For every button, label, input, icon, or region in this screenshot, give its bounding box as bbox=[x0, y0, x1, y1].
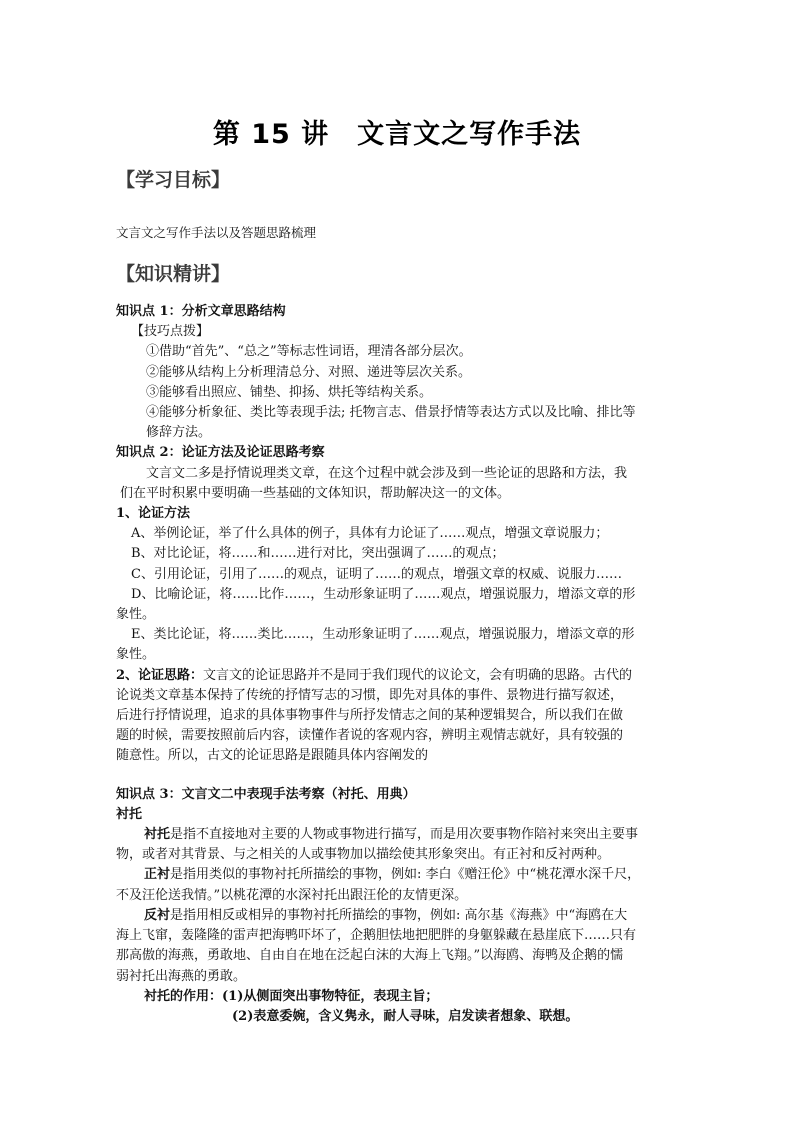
kp3-positive-label: 正衬 bbox=[144, 867, 171, 883]
kp2-method-item: D、比喻论证，将……比作……，生动形象证明了……观点，增强说服力，增添文章的形 bbox=[131, 586, 636, 602]
kp2-intro-line: 们在平时积累中要明确一些基础的文体知识，帮助解决这一的文体。 bbox=[120, 485, 511, 501]
kp3-subheading: 衬托 bbox=[116, 806, 143, 822]
kp1-heading: 知识点 1：分析文章思路结构 bbox=[116, 304, 286, 319]
kp3-def-label: 衬托 bbox=[144, 827, 171, 843]
kp3-negative-text: 是指用相反或相异的事物衬托所描绘的事物，例如: 高尔基《海燕》中“海鸥在大 bbox=[170, 907, 628, 923]
kp1-item: ③能够看出照应、铺垫、抑扬、烘托等结构关系。 bbox=[146, 384, 433, 400]
kp3-effect-item: (1)从侧面突出事物特征，表现主旨； bbox=[222, 988, 439, 1004]
kp2-heading: 知识点 2：论证方法及论证思路考察 bbox=[116, 445, 325, 461]
kp3-negative-text: 那高傲的海燕，勇敢地、自由自在地在泛起白沫的大海上飞翔。”以海鸥、海鸭及企鹅的懦 bbox=[116, 948, 624, 964]
goals-text: 文言文之写作手法以及答题思路梳理 bbox=[116, 225, 317, 240]
kp2-methods-title: 1、论证方法 bbox=[116, 506, 191, 522]
kp2-method-item: B、对比论证，将……和……进行对比，突出强调了……的观点； bbox=[131, 546, 505, 562]
kp3-effect-label: 衬托的作用： bbox=[144, 988, 223, 1004]
kp3-heading: 知识点 3：文言文二中表现手法考察（衬托、用典） bbox=[116, 786, 416, 802]
kp2-method-item: 象性。 bbox=[116, 607, 156, 623]
kp2-intro-line: 文言文二多是抒情说理类文章，在这个过程中就会涉及到一些论证的思路和方法，我 bbox=[146, 465, 628, 481]
kp2-thinking-label: 2、论证思路： bbox=[116, 667, 204, 683]
kp3-positive-text: 是指用类似的事物衬托所描绘的事物，例如: 李白《赠汪伦》中“桃花潭水深千尺， bbox=[170, 867, 641, 883]
kp1-item: ④能够分析象征、类比等表现手法; 托物言志、借景抒情等表达方式以及比喻、排比等 bbox=[146, 405, 636, 421]
section-heading-goals: 【学习目标】 bbox=[116, 169, 231, 191]
kp2-method-item: E、类比论证，将……类比……，生动形象证明了……观点，增强说服力，增添文章的形 bbox=[131, 627, 635, 643]
kp2-method-item: C、引用论证，引用了……的观点，证明了……的观点，增强文章的权威、说服力…… bbox=[131, 566, 622, 582]
kp2-thinking-text: 随意性。所以，古文的论证思路是跟随具体内容阐发的 bbox=[116, 748, 429, 764]
kp1-item: ①借助“首先”、“总之”等标志性词语，理清各部分层次。 bbox=[146, 344, 472, 360]
kp1-item: 修辞方法。 bbox=[146, 425, 212, 441]
kp2-thinking-text: 题的时候，需要按照前后内容，读懂作者说的客观内容，辨明主观情志就好，具有较强的 bbox=[116, 728, 624, 744]
kp2-thinking-line bbox=[116, 666, 682, 686]
kp3-def-text: 是指不直接地对主要的人物或事物进行描写，而是用次要事物作陪衬来突出主要事 bbox=[170, 827, 639, 843]
kp3-positive-text: 不及汪伦送我情。”以桃花潭的水深衬托出跟汪伦的友情更深。 bbox=[116, 887, 468, 903]
kp2-thinking-text: 后进行抒情说理，追求的具体事物事件与所抒发情志之间的某种逻辑契合，所以我们在做 bbox=[116, 708, 624, 724]
kp3-def-text: 物，或者对其背景、与之相关的人或事物加以描绘使其形象突出。有正衬和反衬两种。 bbox=[116, 847, 611, 863]
kp2-method-item: A、举例论证，举了什么具体的例子，具体有力论证了……观点，增强文章说服力； bbox=[131, 526, 609, 542]
kp1-tip-label: 【技巧点拨】 bbox=[131, 324, 210, 340]
kp3-effect-item: (2)表意委婉，含义隽永，耐人寻味，启发读者想象、联想。 bbox=[232, 1008, 579, 1024]
kp3-negative-label: 反衬 bbox=[144, 907, 171, 923]
kp2-thinking-text: 文言文的论证思路并不是同于我们现代的议论文，会有明确的思路。古代的 bbox=[203, 667, 633, 683]
section-heading-knowledge: 【知识精讲】 bbox=[116, 263, 231, 285]
paragraph-gap bbox=[116, 767, 682, 785]
knowledge-body bbox=[116, 302, 682, 1027]
kp3-negative-text: 海上飞窜，轰隆隆的雷声把海鸭吓坏了，企鹅胆怯地把肥胖的身躯躲藏在悬崖底下……只有 bbox=[116, 928, 637, 944]
kp1-item: ②能够从结构上分析理清总分、对照、递进等层次关系。 bbox=[146, 364, 472, 380]
kp3-negative-text: 弱衬托出海燕的勇敢。 bbox=[116, 968, 247, 984]
page-title: 第 15 讲 文言文之写作手法 bbox=[212, 119, 582, 150]
kp2-method-item: 象性。 bbox=[116, 647, 156, 663]
kp2-thinking-text: 论说类文章基本保持了传统的抒情写志的习惯，即先对具体的事件、景物进行描写叙述， bbox=[116, 687, 624, 703]
